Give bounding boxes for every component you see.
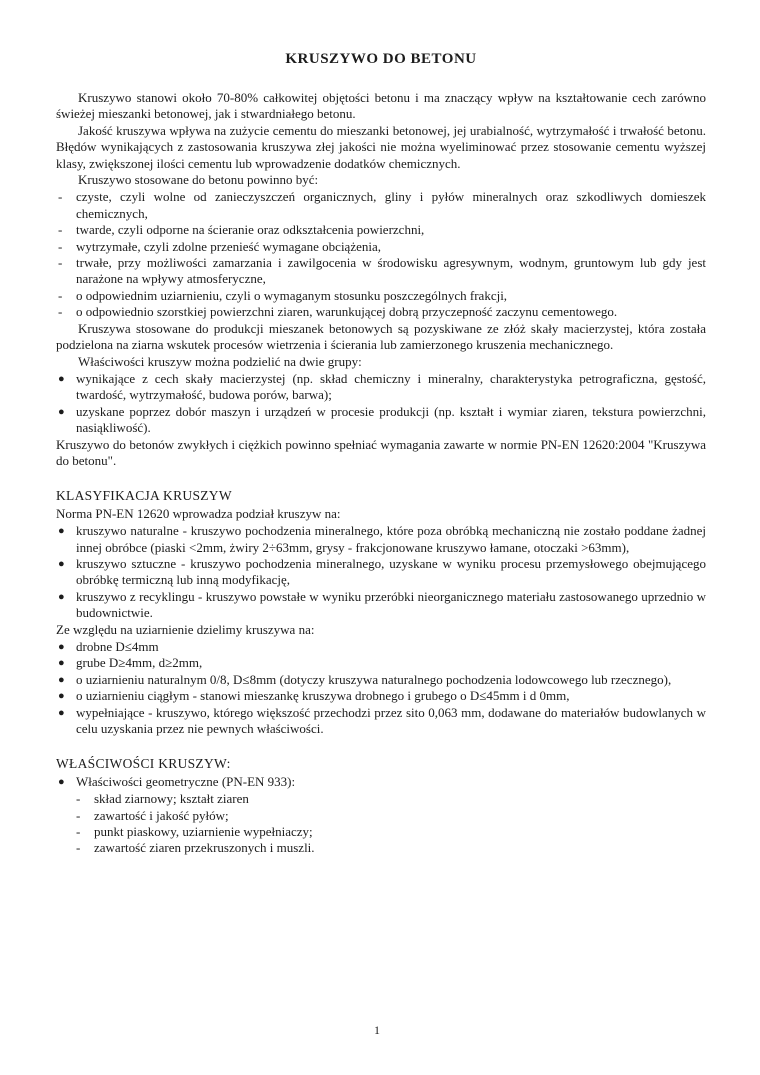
dash-marker: - <box>76 807 81 823</box>
bullet-marker: ● <box>58 525 65 538</box>
aggregate-types-list <box>56 523 706 621</box>
list-item: - o odpowiednio szorstkiej powierzchni ziaren, warunkującej dobrą przyczepność zaczynu cementowego. <box>58 304 618 320</box>
dash-marker: - <box>76 840 81 856</box>
requirements-list <box>56 189 706 320</box>
property-groups-list <box>56 371 706 437</box>
list-item: ● o uziarnieniu naturalnym 0/8, D≤8mm (dotyczy kruszywa naturalnego pochodzenia lodowcowego lub rzecznego), <box>58 671 672 687</box>
list-item: - zawartość ziaren przekruszonych i muszli. <box>76 840 315 856</box>
bullet-marker: ● <box>58 590 65 603</box>
list-item: ● kruszywo naturalne - kruszywo pochodzenia mineralnego, które poza obróbką mechaniczną nie zostało poddane żadnej innej obróbce (piaski <2mm, żwiry 2÷63mm, grysy - frakcjonowane kruszywo łamane, otoczaki >63mm), <box>58 523 706 555</box>
properties-heading: WŁAŚCIWOŚCI KRUSZYW: <box>56 756 231 772</box>
geometric-properties-list <box>74 791 706 857</box>
list-item: ● o uziarnieniu ciągłym - stanowi mieszankę kruszywa drobnego i grubego o D≤45mm i d 0mm, <box>58 688 570 704</box>
bullet-marker: ● <box>58 657 65 670</box>
dash-marker: - <box>58 222 63 238</box>
intro-paragraph-3: Kruszywo stosowane do betonu powinno być: <box>78 172 319 188</box>
list-item: - trwałe, przy możliwości zamarzania i zawilgocenia w środowisku agresywnym, wodnym, gruntowym lub gdy jest narażone na wpływy atmosferyczne, <box>58 255 706 287</box>
page-title: KRUSZYWO DO BETONU <box>285 51 477 67</box>
list-item: ● wynikające z cech skały macierzystej (np. skład chemiczny i mineralny, charakterystyka petrograficzna, gęstość, twardość, wytrzymałość, budowa porów, barwa); <box>58 370 706 403</box>
dash-marker: - <box>58 189 63 205</box>
dash-marker: - <box>58 238 63 254</box>
list-item: ● Właściwości geometryczne (PN-EN 933): <box>58 773 296 789</box>
list-item: ● kruszywo sztuczne - kruszywo pochodzenia mineralnego, uzyskane w wyniku procesu przemysłowego obejmującego obróbkę termiczną lub inną modyfikację, <box>58 555 706 588</box>
bullet-marker: ● <box>58 706 65 719</box>
dash-marker: - <box>58 255 63 271</box>
intro-paragraph-1: Kruszywo stanowi około 70-80% całkowitej objętości betonu i ma znaczący wpływ na kształtowanie cech zarówno świeżej mieszanki betonowej, jak i stwardniałego betonu. <box>56 90 706 122</box>
properties-intro: Właściwości kruszyw można podzielić na dwie grupy: <box>78 353 362 369</box>
intro-paragraph-2: Jakość kruszywa wpływa na zużycie cementu do mieszanki betonowej, jej urabialność, wytrzymałość i trwałość betonu. Błędów wynikających z zastosowania kruszywa złej jakości nie można wyeliminować przez stosowanie cementu wyższej klasy, zwiększonej ilości cementu lub wprowadzenie dodatków chemicznych. <box>56 122 706 171</box>
page-number: 1 <box>374 1023 380 1037</box>
bullet-marker: ● <box>58 641 65 653</box>
classification-intro: Norma PN-EN 12620 wprowadza podział kruszyw na: <box>56 505 341 521</box>
properties-group-list <box>56 774 706 790</box>
grading-intro: Ze względu na uziarnienie dzielimy kruszywa na: <box>56 621 315 637</box>
bullet-marker: ● <box>58 775 65 788</box>
classification-heading: KLASYFIKACJA KRUSZYW <box>56 488 232 504</box>
list-item: - twarde, czyli odporne na ścieranie oraz odkształcenia powierzchni, <box>58 222 425 238</box>
bullet-marker: ● <box>58 673 65 686</box>
list-item: - czyste, czyli wolne od zanieczyszczeń organicznych, gliny i pyłów mineralnych oraz szkodliwych domieszek chemicznych, <box>58 189 706 221</box>
bullet-marker: ● <box>58 405 65 418</box>
list-item: ● uzyskane poprzez dobór maszyn i urządzeń w procesie produkcji (np. kształt i wymiar ziaren, tekstura powierzchni, nasiąkliwość). <box>58 403 706 436</box>
bullet-marker: ● <box>58 372 65 385</box>
dash-marker: - <box>58 287 63 303</box>
document-page <box>56 50 706 857</box>
list-item: ● grube D≥4mm, d≥2mm, <box>58 655 203 671</box>
grading-list <box>56 639 706 737</box>
list-item: - skład ziarnowy; kształt ziaren <box>76 791 249 807</box>
dash-marker: - <box>76 791 81 807</box>
norm-paragraph: Kruszywo do betonów zwykłych i ciężkich powinno spełniać wymagania zawarte w normie PN-EN 12620:2004 "Kruszywa do betonu". <box>56 436 706 468</box>
list-item: - punkt piaskowy, uziarnienie wypełniaczy; <box>76 824 313 840</box>
list-item: ● wypełniające - kruszywo, którego większość przechodzi przez sito 0,063 mm, dodawane do materiałów budowlanych w celu uzyskania przez nie pewnych właściwości. <box>58 704 706 737</box>
bullet-marker: ● <box>58 557 65 570</box>
list-item: - wytrzymałe, czyli zdolne przenieść wymagane obciążenia, <box>58 238 381 254</box>
list-item: - o odpowiednim uziarnieniu, czyli o wymaganym stosunku poszczególnych frakcji, <box>58 287 508 303</box>
dash-marker: - <box>76 824 81 840</box>
list-item: - zawartość i jakość pyłów; <box>76 807 229 823</box>
list-item: ● drobne D≤4mm <box>58 639 159 654</box>
bullet-marker: ● <box>58 690 65 703</box>
list-item: ● kruszywo z recyklingu - kruszywo powstałe w wyniku przeróbki nieorganicznego materiału zastosowanego uprzednio w budownictwie. <box>58 588 706 621</box>
origin-paragraph: Kruszywa stosowane do produkcji mieszanek betonowych są pozyskiwane ze złóż skały macierzystej, która została podzielona na ziarna wskutek procesów wietrzenia i ścierania lub zamierzonego kruszenia mechanicznego. <box>56 320 706 353</box>
dash-marker: - <box>58 304 63 320</box>
